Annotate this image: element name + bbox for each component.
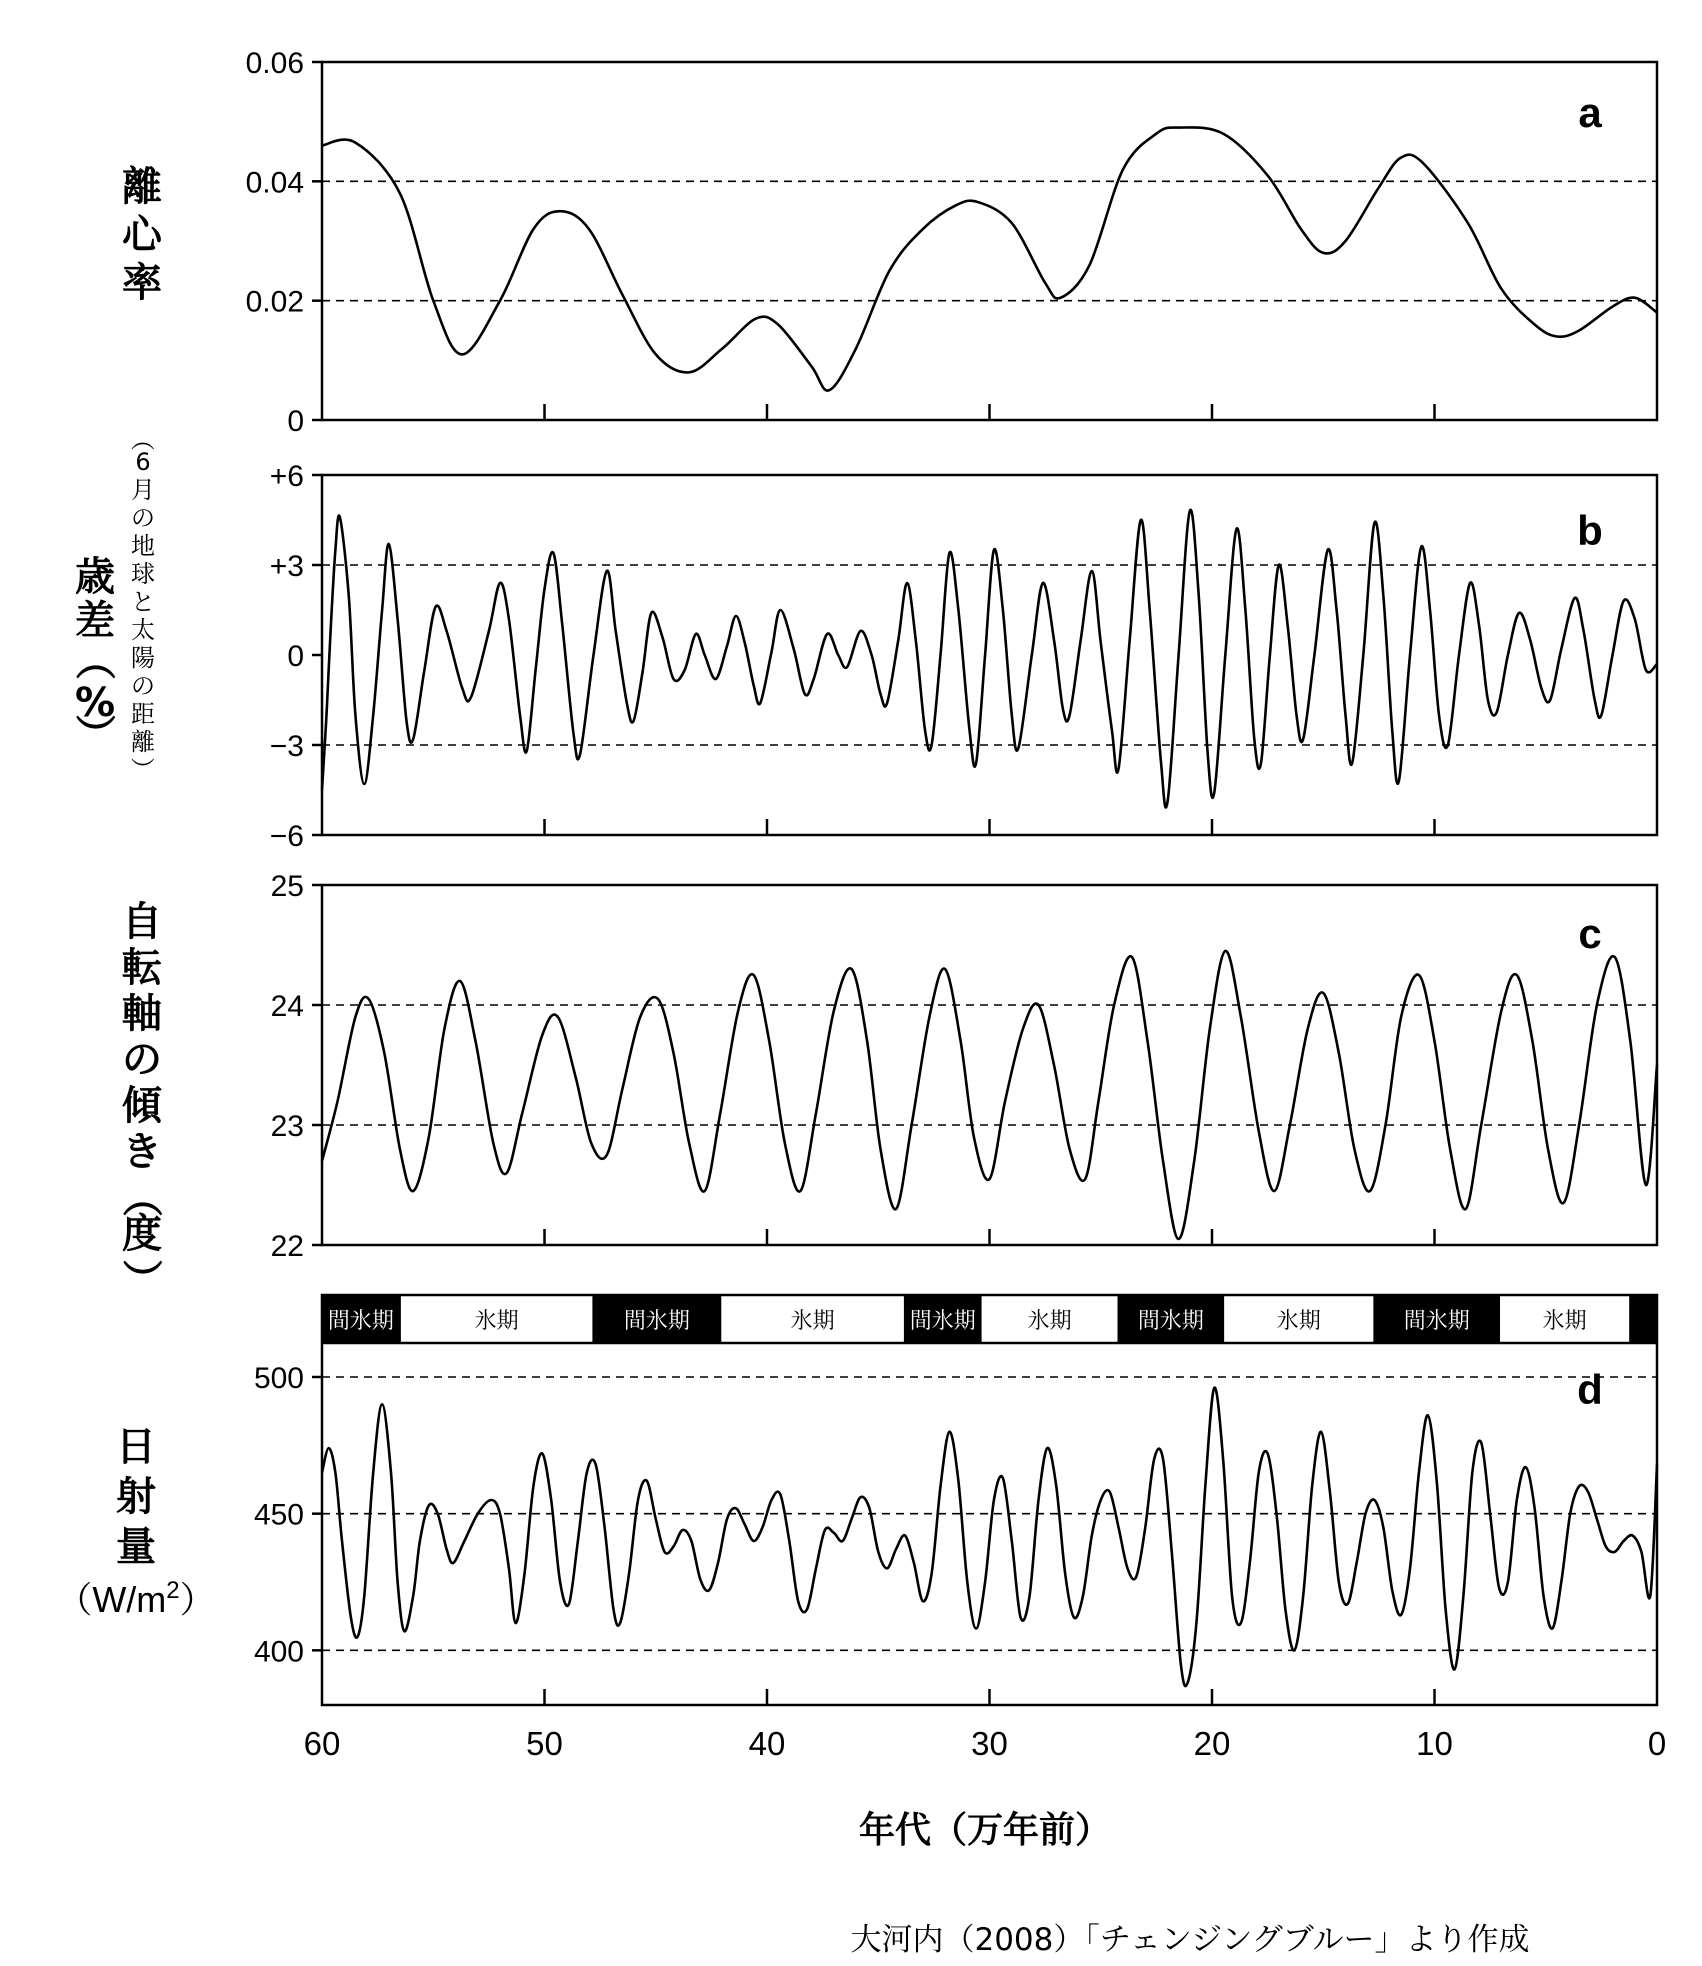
y-tick-label: 0.02 [245, 285, 304, 319]
panel-b-ylabel [71, 554, 117, 754]
panel-a-ylabel-char: 率 [122, 260, 162, 306]
panel-b-ylabel-note-char: と [131, 588, 155, 616]
y-tick-label: 0 [287, 640, 304, 673]
panel-d-ylabel-unit: $(W/m^2)$ [56, 1577, 216, 1620]
panel-d-label: d [1577, 1366, 1603, 1413]
x-tick-label: 0 [1647, 1725, 1667, 1762]
x-tick-label: 40 [748, 1725, 786, 1762]
glacial-label: 氷期 [1027, 1309, 1072, 1334]
period-band [322, 1295, 1657, 1343]
interglacial-label: 間氷期 [1137, 1309, 1204, 1334]
panel-b-ylabel-note-char: の [131, 504, 155, 532]
panel-a-ylabel-char: 離 [122, 164, 162, 210]
y-tick-label: +3 [269, 550, 304, 583]
panel-b-ylabel-note [128, 427, 156, 781]
panel-a-label: a [1578, 89, 1602, 136]
plot-frame [322, 62, 1657, 420]
panel-b-ylabel-note-char: 離 [131, 728, 155, 756]
panel-b-ylabel-char: % [74, 680, 116, 726]
panel-b-ylabel-char: 差 [75, 598, 115, 644]
glacial-label: 氷期 [474, 1309, 519, 1334]
panel-c-ylabel-char: 度 [122, 1211, 162, 1257]
panel-d-ylabel-char: 射 [116, 1474, 156, 1520]
panel-b-ylabel-note-char: 地 [131, 532, 155, 560]
y-tick-label: 22 [270, 1230, 304, 1263]
plot-frame [322, 1295, 1657, 1705]
x-tick-label: 50 [526, 1725, 563, 1762]
panel-c-ylabel-char: 軸 [122, 991, 162, 1037]
panel-b-ylabel-note-char: 6 [135, 448, 151, 476]
y-tick-label: 0.06 [245, 47, 304, 80]
panel-c-ylabel-char: （ [118, 1177, 164, 1217]
panel-b-ylabel-note-char: 陽 [131, 644, 155, 672]
panel-c-ylabel-char: ） [118, 1259, 164, 1299]
y-tick-label: +6 [269, 460, 304, 493]
panel-c-ylabel-char: の [122, 1037, 162, 1083]
panel-d-ylabel [56, 1424, 215, 1620]
panel-a [122, 47, 1657, 438]
panel-d-ylabel-char: 量 [116, 1524, 156, 1570]
series-line-c [322, 951, 1657, 1239]
panel-b-ylabel-char: ） [71, 714, 117, 754]
panel-a-ylabel-char: 心 [122, 212, 162, 258]
y-tick-label: 450 [253, 1498, 304, 1532]
x-axis-label: 年代（万年前） [858, 1810, 1112, 1851]
x-tick-label: 30 [971, 1725, 1008, 1762]
y-tick-label: 23 [270, 1110, 304, 1143]
y-tick-label: 24 [270, 990, 304, 1023]
y-tick-label: −3 [269, 730, 304, 763]
panel-b [71, 427, 1657, 853]
panel-d-ylabel-char: 日 [116, 1424, 156, 1470]
panel-c [118, 870, 1657, 1299]
panel-b-ylabel-char: 歳 [75, 554, 115, 600]
panel-c-ylabel-char: 自 [122, 899, 162, 945]
panel-c-ylabel-char: 傾 [122, 1083, 162, 1129]
x-tick-label: 10 [1416, 1725, 1453, 1762]
x-tick-label: 60 [303, 1725, 341, 1762]
y-tick-label: 500 [253, 1362, 304, 1395]
x-tick-label: 20 [1193, 1725, 1231, 1762]
panel-b-ylabel-note-char: （ [128, 427, 156, 451]
series-line-d [322, 1388, 1657, 1687]
panel-b-ylabel-note-char: ） [128, 757, 156, 781]
y-tick-label: 25 [270, 870, 304, 903]
panel-d [56, 1295, 1657, 1705]
panel-b-ylabel-note-char: 月 [131, 476, 155, 504]
y-tick-label: 0 [287, 405, 304, 438]
y-tick-label: 400 [253, 1635, 304, 1669]
source-note: 大河内（2008）「チェンジングブルー」より作成 [850, 1922, 1530, 1958]
panel-a-ylabel [122, 164, 164, 306]
series-line-b [322, 510, 1657, 808]
glacial-label: 氷期 [1542, 1309, 1587, 1334]
panel-b-ylabel-char: （ [71, 640, 117, 680]
interglacial-label: 間氷期 [1403, 1309, 1470, 1334]
series-line-a [322, 127, 1657, 390]
panel-b-ylabel-note-char: の [131, 672, 155, 700]
panel-b-ylabel-note-char: 球 [131, 560, 155, 588]
interglacial-bar [1630, 1295, 1657, 1343]
y-tick-label: −6 [269, 820, 304, 853]
interglacial-label: 間氷期 [909, 1309, 976, 1334]
plot-frame [322, 475, 1657, 835]
panel-c-ylabel [118, 899, 164, 1299]
glacial-label: 氷期 [1276, 1309, 1321, 1334]
panel-c-ylabel-char: き [122, 1129, 162, 1175]
panel-c-label: c [1578, 910, 1602, 957]
panel-b-ylabel-note-char: 太 [131, 616, 155, 644]
panel-c-ylabel-char: 転 [122, 945, 162, 991]
y-tick-label: 0.04 [245, 166, 304, 200]
interglacial-label: 間氷期 [327, 1309, 394, 1334]
glacial-label: 氷期 [790, 1309, 835, 1334]
panel-b-ylabel-note-char: 距 [131, 700, 155, 728]
interglacial-label: 間氷期 [623, 1309, 690, 1334]
panel-b-label: b [1577, 507, 1603, 554]
